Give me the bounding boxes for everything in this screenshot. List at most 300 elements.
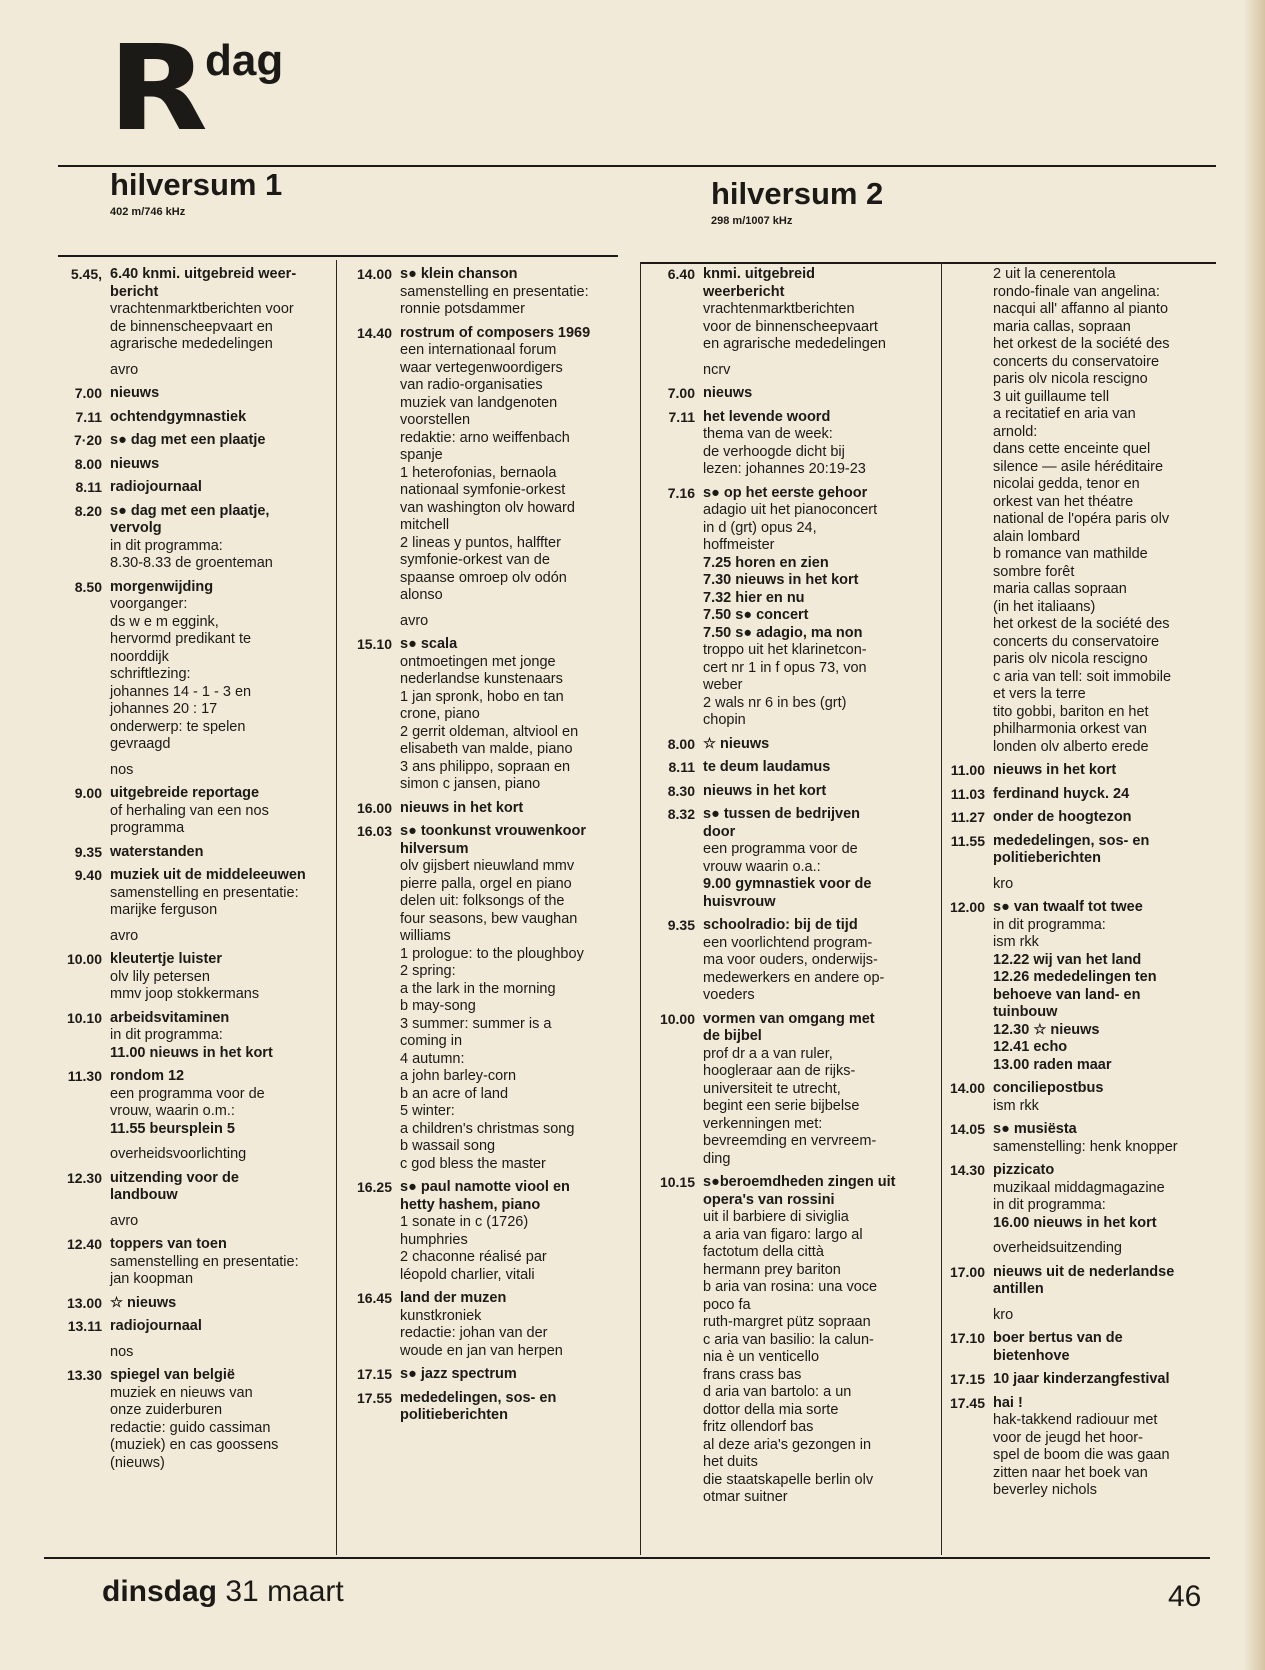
program-line: 3 ans philippo, sopraan en: [400, 758, 571, 775]
program-time: 17.55: [356, 1389, 392, 1406]
program-line: vrouw, waarin o.m.:: [110, 1103, 235, 1119]
program-entry: [643, 759, 939, 777]
program-entry: [340, 1179, 636, 1284]
mid-rule-left: [58, 255, 618, 257]
program-details: [110, 579, 332, 754]
program-title: radiojournaal: [110, 1318, 202, 1334]
program-details: [110, 1068, 332, 1138]
page-edge-shadow: [1243, 0, 1265, 1670]
program-line: vervolg: [110, 520, 162, 536]
program-line: et vers la terre: [993, 686, 1086, 702]
station-name: hilversum 2: [711, 176, 884, 211]
program-line: redactie: guido cassiman: [110, 1419, 271, 1436]
footer-date: [102, 1575, 344, 1609]
program-line: a children's christmas song: [400, 1120, 575, 1137]
program-title: toppers van toen: [110, 1236, 227, 1252]
program-line: een programma voor de: [703, 841, 858, 857]
program-line: marijke ferguson: [110, 902, 218, 918]
program-line: ding: [703, 1150, 731, 1167]
program-line: het duits: [703, 1454, 758, 1470]
program-line: four seasons, bew vaughan: [400, 910, 578, 927]
program-title: onder de hoogtezon: [993, 809, 1132, 825]
program-entry: [933, 833, 1233, 868]
program-time: 11.30: [67, 1068, 102, 1084]
schedule-column-3: [643, 266, 939, 1513]
program-details: [703, 409, 939, 479]
broadcaster-label: avro: [110, 1212, 139, 1229]
program-line: ism rkk: [993, 1097, 1039, 1114]
program-line: frans crass bas: [703, 1366, 802, 1383]
program-line: maria callas, sopraan: [993, 318, 1131, 335]
program-title: uitgebreide reportage: [110, 785, 260, 801]
program-entry: [933, 762, 1233, 780]
program-title: nieuws: [703, 385, 753, 401]
program-title: vormen van omgang met: [703, 1010, 875, 1027]
program-line: rondo-finale van angelina:: [993, 283, 1160, 300]
program-time: 8.11: [75, 479, 102, 495]
program-line: verkenningen met:: [703, 1115, 823, 1132]
program-title: rondom 12: [110, 1068, 185, 1084]
program-line: politieberichten: [400, 1407, 508, 1423]
program-line: alonso: [400, 587, 443, 603]
program-time: 8.11: [668, 759, 695, 775]
program-title: nieuws: [110, 385, 160, 401]
program-entry: [643, 783, 939, 801]
program-details: [110, 479, 332, 497]
program-line: de verhoogde dicht bij: [703, 443, 845, 460]
program-line: 4 autumn:: [400, 1050, 465, 1067]
program-details: [110, 1318, 332, 1336]
program-line: 11.00 nieuws in het kort: [110, 1044, 273, 1061]
program-time: 8.30: [667, 782, 695, 799]
program-line: poco fa: [703, 1296, 751, 1313]
program-line: samenstelling en presentatie:: [110, 884, 299, 901]
program-line: 2 uit la cenerentola: [993, 266, 1116, 282]
program-line: b wassail song: [400, 1138, 496, 1154]
footer-day-month: 31 maart: [225, 1575, 344, 1608]
program-line: vrouw waarin o.a.:: [703, 858, 821, 875]
page-number: 46: [1168, 1580, 1202, 1613]
station-name: hilversum 1: [110, 167, 283, 202]
program-details: [703, 783, 939, 801]
program-entry: [50, 951, 332, 1004]
program-details: [110, 385, 332, 403]
program-details: [400, 800, 636, 818]
program-entry: [50, 1236, 332, 1289]
program-time: 11.55: [950, 832, 985, 849]
program-entry: [643, 409, 939, 479]
program-line: elisabeth van malde, piano: [400, 741, 573, 757]
program-line: bietenhove: [993, 1347, 1070, 1364]
program-title: spiegel van belgië: [110, 1367, 235, 1383]
program-details: [703, 736, 939, 754]
program-details: [400, 325, 636, 605]
program-time: 13.00: [66, 1294, 102, 1311]
program-details: [993, 266, 1233, 756]
program-time: [933, 266, 993, 756]
program-line: nicolai gedda, tenor en: [993, 476, 1140, 492]
program-entry: [643, 385, 939, 403]
program-title: arbeidsvitaminen: [110, 1009, 230, 1026]
program-line: arnold:: [993, 423, 1038, 440]
program-line: hak-takkend radiouur met: [993, 1412, 1158, 1428]
program-details: [703, 1174, 939, 1507]
program-details: [993, 1330, 1233, 1365]
program-line: 13.00 raden maar: [993, 1056, 1112, 1073]
program-time: 11.00: [950, 762, 985, 778]
program-entry: [643, 266, 939, 354]
program-line: coming in: [400, 1033, 463, 1049]
program-details: [110, 1170, 332, 1205]
program-time: 7·20: [73, 432, 102, 448]
broadcaster-label: avro: [400, 612, 429, 629]
program-line: thema van de week:: [703, 426, 833, 442]
program-details: [993, 1371, 1233, 1389]
broadcaster-label: kro: [993, 875, 1014, 892]
program-line: jan koopman: [110, 1271, 194, 1287]
program-line: ronnie potsdammer: [400, 301, 525, 317]
program-line: (muziek) en cas goossens: [110, 1437, 279, 1453]
program-entry: [50, 479, 332, 497]
program-time: 9.40: [74, 867, 102, 883]
program-line: samenstelling en presentatie:: [110, 1253, 299, 1270]
program-line: spel de boom die was gaan: [993, 1447, 1170, 1463]
program-entry: [50, 867, 332, 920]
program-line: b aria van rosina: una voce: [703, 1279, 878, 1295]
program-entry: [50, 1068, 332, 1138]
program-time: 12.40: [66, 1236, 102, 1252]
program-line: onderwerp: te spelen: [110, 718, 246, 735]
program-line: 2 spring:: [400, 963, 456, 979]
program-line: londen olv alberto erede: [993, 738, 1149, 755]
program-line: (in het italiaans): [993, 598, 1096, 615]
program-title: s● dag met een plaatje,: [110, 502, 270, 519]
program-line: hervormd predikant te: [110, 631, 252, 647]
program-details: [993, 1162, 1233, 1232]
program-entry: [933, 266, 1233, 756]
station-header-h2: [711, 177, 883, 227]
program-title: schoolradio: bij de tijd: [703, 917, 858, 933]
program-entry: [50, 1010, 332, 1063]
program-entry: [933, 1330, 1233, 1365]
program-details: [110, 844, 332, 862]
program-line: behoeve van land- en: [993, 986, 1141, 1003]
program-line: 2 wals nr 6 in bes (grt): [703, 694, 847, 711]
program-entry: [340, 266, 636, 319]
program-line: in dit programma:: [110, 1027, 223, 1043]
program-title: nieuws in het kort: [993, 762, 1117, 778]
program-title: s● op het eerste gehoor: [703, 484, 868, 501]
program-entry: [340, 1290, 636, 1360]
program-line: gevraagd: [110, 736, 171, 752]
program-line: tuinbouw: [993, 1004, 1058, 1020]
program-line: 12.22 wij van het land: [993, 951, 1142, 968]
program-line: 2 lineas y puntos, halffter: [400, 534, 561, 551]
program-line: a aria van figaro: largo al: [703, 1226, 863, 1243]
program-title: s● tussen de bedrijven: [703, 806, 861, 822]
program-line: een voorlichtend program-: [703, 934, 873, 951]
program-line: samenstelling: henk knopper: [993, 1138, 1178, 1155]
program-line: in dit programma:: [993, 1197, 1106, 1213]
program-entry: [643, 917, 939, 1005]
program-details: [110, 409, 332, 427]
program-line: delen uit: folksongs of the: [400, 893, 565, 909]
program-line: kunstkroniek: [400, 1307, 482, 1324]
program-details: [703, 1011, 939, 1169]
program-entry: [933, 1395, 1233, 1500]
program-line: uit il barbiere di siviglia: [703, 1209, 849, 1225]
program-line: hetty hashem, piano: [400, 1196, 541, 1213]
program-line: symfonie-orkest van de: [400, 552, 550, 568]
program-entry: [643, 1174, 939, 1507]
program-line: een programma voor de: [110, 1085, 265, 1102]
program-line: waar vertegenwoordigers: [400, 359, 563, 376]
program-line: philharmonia orkest van: [993, 721, 1147, 737]
program-title: mededelingen, sos- en: [993, 832, 1150, 849]
program-title: morgenwijding: [110, 578, 214, 595]
broadcaster-label: ncrv: [703, 361, 731, 378]
program-line: 16.00 nieuws in het kort: [993, 1214, 1157, 1231]
program-line: nacqui all' affanno al pianto: [993, 301, 1169, 317]
program-time: 11.27: [950, 809, 985, 825]
program-line: c aria van basilio: la calun-: [703, 1331, 874, 1348]
program-time: 9.00: [74, 785, 102, 801]
footer-weekday: dinsdag: [102, 1575, 218, 1608]
broadcaster-label: avro: [110, 927, 139, 944]
program-line: (nieuws): [110, 1454, 165, 1471]
program-details: [993, 1264, 1233, 1299]
program-details: [993, 1395, 1233, 1500]
program-title: nieuws in het kort: [703, 782, 827, 799]
program-details: [400, 1179, 636, 1284]
logo-letter: R: [108, 19, 204, 157]
program-line: muziek en nieuws van: [110, 1384, 253, 1401]
program-line: weerbericht: [703, 283, 785, 300]
program-line: dottor della mia sorte: [703, 1401, 839, 1418]
schedule-column-2: [340, 266, 636, 1431]
column-divider: [640, 262, 641, 1555]
program-entry: [340, 636, 636, 794]
program-line: a recitatief en aria van: [993, 406, 1136, 422]
program-title: 10 jaar kinderzangfestival: [993, 1371, 1170, 1387]
program-title: nieuws: [110, 455, 160, 472]
program-time: 8.20: [74, 502, 102, 519]
program-entry: [50, 385, 332, 403]
program-line: spaanse omroep olv odón: [400, 569, 567, 586]
program-entry: [643, 806, 939, 911]
program-line: ds w e m eggink,: [110, 613, 219, 630]
program-line: bevreemding en vervreem-: [703, 1133, 877, 1149]
program-line: b may-song: [400, 998, 476, 1014]
program-title: boer bertus van de: [993, 1330, 1123, 1346]
program-line: voorganger:: [110, 596, 188, 612]
program-time: 7.00: [667, 385, 695, 401]
program-title: mededelingen, sos- en: [400, 1389, 557, 1406]
program-details: [993, 833, 1233, 868]
program-title: s● van twaalf tot twee: [993, 899, 1143, 915]
program-time: 7.11: [668, 408, 695, 425]
program-title: ferdinand huyck. 24: [993, 785, 1130, 802]
program-line: ism rkk: [993, 934, 1039, 950]
program-entry: [933, 1162, 1233, 1232]
broadcaster-label: kro: [993, 1306, 1014, 1323]
program-line: samenstelling en presentatie:: [400, 283, 589, 300]
program-time: 8.00: [74, 455, 102, 472]
program-time: 13.11: [67, 1318, 102, 1334]
program-time: 16.45: [356, 1290, 392, 1306]
program-line: b romance van mathilde: [993, 546, 1148, 562]
schedule-column-4: [933, 266, 1233, 1506]
program-title: ☆ nieuws: [703, 735, 770, 752]
program-details: [110, 785, 332, 838]
station-frequency: 402 m/746 kHz: [110, 206, 186, 218]
program-time: 17.45: [949, 1394, 985, 1411]
program-line: schriftlezing:: [110, 666, 191, 682]
program-time: 8.50: [74, 578, 102, 595]
program-details: [110, 1010, 332, 1063]
program-line: bericht: [110, 283, 159, 300]
program-line: of herhaling van een nos: [110, 802, 269, 819]
program-time: 17.00: [949, 1263, 985, 1280]
program-line: simon c jansen, piano: [400, 776, 541, 792]
program-line: beverley nichols: [993, 1482, 1097, 1498]
program-line: 7.32 hier en nu: [703, 589, 805, 606]
program-line: sombre forêt: [993, 563, 1075, 580]
program-title: s● dag met een plaatje: [110, 432, 266, 448]
program-details: [110, 951, 332, 1004]
program-line: 7.25 horen en zien: [703, 554, 829, 571]
program-line: al deze aria's gezongen in: [703, 1436, 872, 1453]
program-time: 17.10: [949, 1330, 985, 1346]
program-line: adagio uit het pianoconcert: [703, 502, 878, 518]
schedule-column-1: [50, 266, 332, 1478]
program-title: pizzicato: [993, 1162, 1055, 1178]
program-details: [703, 759, 939, 777]
program-title: het levende woord: [703, 408, 831, 425]
program-title: waterstanden: [110, 843, 204, 860]
bottom-rule: [44, 1557, 1210, 1559]
program-title: muziek uit de middeleeuwen: [110, 867, 306, 883]
program-line: voor de binnenscheepvaart: [703, 318, 878, 335]
program-line: universiteit te utrecht,: [703, 1080, 841, 1097]
program-time: 8.00: [667, 735, 695, 752]
program-time: 14.00: [356, 266, 392, 282]
program-details: [400, 636, 636, 794]
program-time: 13.30: [66, 1367, 102, 1383]
program-line: een internationaal forum: [400, 342, 557, 358]
program-line: muziek van landgenoten: [400, 394, 558, 411]
program-details: [110, 1295, 332, 1313]
program-entry: [933, 786, 1233, 804]
program-time: 12.00: [949, 899, 985, 915]
program-line: die staatskapelle berlin olv: [703, 1471, 874, 1488]
program-time: 14.40: [356, 324, 392, 341]
program-line: ma voor ouders, onderwijs-: [703, 952, 878, 968]
program-title: hai !: [993, 1394, 1023, 1411]
program-line: mmv joop stokkermans: [110, 986, 260, 1002]
program-time: 5.45,: [70, 266, 102, 282]
program-details: [703, 485, 939, 730]
program-title: ochtendgymnastiek: [110, 408, 247, 425]
broadcaster-label: overheidsvoorlichting: [110, 1146, 247, 1162]
program-line: a the lark in the morning: [400, 980, 556, 997]
program-title: te deum laudamus: [703, 759, 831, 775]
program-line: ruth-margret pütz sopraan: [703, 1314, 871, 1330]
program-line: nia è un venticello: [703, 1349, 820, 1365]
program-line: hoogleraar aan de rijks-: [703, 1063, 856, 1079]
program-entry: [643, 485, 939, 730]
program-details: [703, 917, 939, 1005]
program-line: maria callas sopraan: [993, 581, 1127, 597]
broadcaster-label: avro: [110, 361, 139, 378]
station-header-h1: [110, 168, 282, 218]
program-entry: [340, 325, 636, 605]
program-title: s● scala: [400, 636, 458, 652]
program-line: 7.30 nieuws in het kort: [703, 572, 859, 588]
program-line: programma: [110, 820, 185, 836]
program-line: mitchell: [400, 517, 450, 533]
program-details: [400, 266, 636, 319]
program-line: politieberichten: [993, 850, 1101, 866]
program-time: 14.30: [949, 1162, 985, 1178]
program-line: olv gijsbert nieuwland mmv: [400, 858, 575, 874]
program-line: otmar suitner: [703, 1489, 788, 1505]
program-line: het orkest de la société des: [993, 336, 1170, 352]
program-details: [110, 867, 332, 920]
program-line: medewerkers en andere op-: [703, 969, 885, 986]
program-line: vrachtenmarktberichten voor: [110, 301, 294, 317]
program-line: zitten naar het boek van: [993, 1464, 1148, 1481]
program-entry: [643, 1011, 939, 1169]
program-time: 16.25: [356, 1179, 392, 1195]
program-line: nationaal symfonie-orkest: [400, 482, 566, 498]
program-time: 17.15: [949, 1371, 985, 1387]
program-line: vrachtenmarktberichten: [703, 301, 855, 317]
station-frequency: 298 m/1007 kHz: [711, 215, 793, 227]
program-entry: [50, 432, 332, 450]
program-time: 8.32: [667, 806, 695, 822]
program-line: het orkest de la société des: [993, 616, 1170, 632]
program-line: national de l'opéra paris olv: [993, 511, 1170, 527]
program-title: conciliepostbus: [993, 1080, 1104, 1096]
program-line: factotum della città: [703, 1244, 824, 1260]
program-time: 10.10: [66, 1009, 102, 1026]
broadcaster-label: overheidsuitzending: [993, 1240, 1122, 1256]
program-line: opera's van rossini: [703, 1191, 835, 1208]
program-title: 6.40 knmi. uitgebreid weer-: [110, 266, 297, 282]
program-line: silence — asile héréditaire: [993, 458, 1164, 475]
program-time: 11.03: [950, 785, 985, 802]
program-line: noorddijk: [110, 648, 169, 665]
program-line: 1 prologue: to the ploughboy: [400, 945, 584, 962]
program-time: 9.35: [667, 917, 695, 933]
program-entry: [933, 809, 1233, 827]
program-details: [400, 1366, 636, 1384]
program-line: hermann prey bariton: [703, 1261, 841, 1278]
broadcaster-label: nos: [110, 1343, 134, 1360]
program-details: [400, 1390, 636, 1425]
program-time: 16.03: [356, 823, 392, 839]
program-details: [110, 503, 332, 573]
program-line: c god bless the master: [400, 1155, 546, 1172]
program-entry: [50, 503, 332, 573]
program-line: dans cette enceinte quel: [993, 441, 1151, 457]
program-entry: [643, 736, 939, 754]
program-line: 8.30-8.33 de groenteman: [110, 555, 273, 571]
program-line: onze zuiderburen: [110, 1402, 223, 1418]
logo-word: dag: [205, 36, 284, 85]
program-entry: [50, 579, 332, 754]
